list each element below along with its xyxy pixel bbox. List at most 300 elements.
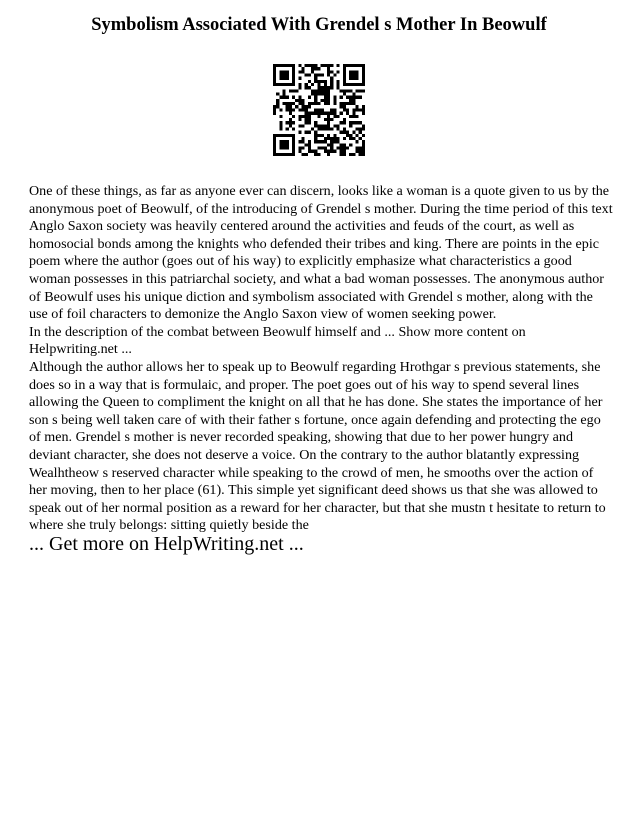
- qr-module: [308, 143, 311, 146]
- qr-module: [324, 127, 327, 130]
- qr-module: [327, 124, 330, 127]
- qr-module: [314, 134, 317, 137]
- qr-module: [317, 115, 320, 118]
- qr-module: [340, 146, 343, 149]
- qr-module: [298, 77, 301, 80]
- qr-code-icon[interactable]: [273, 64, 365, 156]
- qr-module: [314, 108, 317, 111]
- qr-module: [340, 105, 343, 108]
- qr-module: [352, 77, 355, 80]
- qr-module: [286, 105, 289, 108]
- qr-module: [330, 86, 333, 89]
- qr-module: [333, 150, 336, 153]
- qr-module: [317, 140, 320, 143]
- qr-module: [324, 96, 327, 99]
- qr-module: [314, 64, 317, 67]
- qr-module: [349, 134, 352, 137]
- qr-module: [286, 121, 289, 124]
- qr-module: [343, 83, 346, 86]
- qr-module: [289, 102, 292, 105]
- qr-module: [292, 134, 295, 137]
- qr-module: [276, 105, 279, 108]
- qr-module: [314, 131, 317, 134]
- qr-module: [279, 146, 282, 149]
- qr-module: [343, 153, 346, 156]
- qr-module: [279, 124, 282, 127]
- qr-module: [343, 105, 346, 108]
- qr-module: [314, 67, 317, 70]
- qr-module: [324, 124, 327, 127]
- qr-module: [302, 124, 305, 127]
- qr-module: [302, 102, 305, 105]
- qr-module: [273, 80, 276, 83]
- qr-module: [349, 124, 352, 127]
- qr-module: [273, 153, 276, 156]
- qr-module: [343, 150, 346, 153]
- qr-module: [327, 89, 330, 92]
- qr-module: [330, 146, 333, 149]
- qr-module: [283, 70, 286, 73]
- qr-module: [283, 96, 286, 99]
- qr-module: [333, 112, 336, 115]
- qr-module: [286, 127, 289, 130]
- qr-module: [327, 86, 330, 89]
- qr-module: [305, 131, 308, 134]
- qr-module: [324, 150, 327, 153]
- qr-module: [286, 70, 289, 73]
- qr-module: [317, 127, 320, 130]
- qr-module: [362, 150, 365, 153]
- qr-module: [333, 137, 336, 140]
- qr-module: [324, 83, 327, 86]
- qr-module: [286, 153, 289, 156]
- qr-module: [333, 108, 336, 111]
- qr-module: [286, 143, 289, 146]
- qr-module: [330, 127, 333, 130]
- qr-module: [359, 146, 362, 149]
- qr-module: [349, 115, 352, 118]
- qr-module: [283, 140, 286, 143]
- qr-module: [355, 96, 358, 99]
- qr-module: [346, 102, 349, 105]
- qr-module: [286, 77, 289, 80]
- qr-module: [314, 124, 317, 127]
- qr-module: [349, 153, 352, 156]
- qr-module: [298, 102, 301, 105]
- qr-module: [355, 64, 358, 67]
- qr-module: [327, 96, 330, 99]
- qr-module: [352, 64, 355, 67]
- qr-module: [279, 143, 282, 146]
- qr-module: [333, 96, 336, 99]
- qr-module: [308, 96, 311, 99]
- qr-module: [362, 70, 365, 73]
- qr-module: [273, 150, 276, 153]
- qr-module: [330, 118, 333, 121]
- qr-module: [327, 118, 330, 121]
- qr-module: [292, 108, 295, 111]
- qr-module: [336, 83, 339, 86]
- qr-module: [308, 112, 311, 115]
- qr-module: [352, 108, 355, 111]
- qr-module: [327, 112, 330, 115]
- qr-module: [333, 134, 336, 137]
- qr-module: [355, 70, 358, 73]
- qr-module: [327, 134, 330, 137]
- qr-module: [321, 89, 324, 92]
- qr-module: [349, 74, 352, 77]
- qr-module: [355, 134, 358, 137]
- qr-module: [305, 118, 308, 121]
- qr-module: [308, 105, 311, 108]
- qr-module: [289, 118, 292, 121]
- qr-module: [333, 124, 336, 127]
- qr-module: [336, 86, 339, 89]
- qr-module: [298, 70, 301, 73]
- qr-module: [273, 143, 276, 146]
- qr-module: [311, 89, 314, 92]
- qr-module: [311, 112, 314, 115]
- qr-module: [273, 83, 276, 86]
- qr-module: [343, 70, 346, 73]
- qr-module: [336, 127, 339, 130]
- qr-module: [317, 146, 320, 149]
- qr-module: [336, 70, 339, 73]
- qr-module: [292, 143, 295, 146]
- qr-module: [321, 112, 324, 115]
- qr-module: [317, 108, 320, 111]
- qr-module: [359, 64, 362, 67]
- qr-module: [327, 102, 330, 105]
- qr-module: [355, 74, 358, 77]
- qr-module: [352, 93, 355, 96]
- qr-module: [292, 150, 295, 153]
- qr-module: [340, 121, 343, 124]
- qr-module: [349, 121, 352, 124]
- qr-module: [343, 143, 346, 146]
- qr-module: [314, 99, 317, 102]
- qr-module: [314, 89, 317, 92]
- qr-module: [330, 77, 333, 80]
- qr-module: [279, 153, 282, 156]
- qr-module: [333, 115, 336, 118]
- qr-module: [362, 64, 365, 67]
- qr-module: [283, 64, 286, 67]
- qr-module: [355, 77, 358, 80]
- qr-module: [321, 74, 324, 77]
- qr-module: [292, 67, 295, 70]
- qr-module: [336, 64, 339, 67]
- qr-module: [292, 137, 295, 140]
- qr-module: [308, 140, 311, 143]
- qr-module: [292, 102, 295, 105]
- qr-module: [302, 105, 305, 108]
- qr-module: [343, 146, 346, 149]
- qr-module: [343, 93, 346, 96]
- qr-module: [305, 108, 308, 111]
- qr-module: [330, 80, 333, 83]
- qr-module: [330, 137, 333, 140]
- qr-module: [352, 74, 355, 77]
- qr-module: [343, 102, 346, 105]
- qr-module: [355, 89, 358, 92]
- qr-module: [321, 140, 324, 143]
- qr-module: [317, 80, 320, 83]
- qr-module: [324, 102, 327, 105]
- qr-module: [314, 77, 317, 80]
- qr-module: [352, 131, 355, 134]
- qr-module: [279, 96, 282, 99]
- qr-module: [324, 112, 327, 115]
- qr-module: [273, 140, 276, 143]
- qr-module: [314, 80, 317, 83]
- qr-module: [352, 137, 355, 140]
- qr-module: [286, 83, 289, 86]
- qr-module: [343, 127, 346, 130]
- qr-module: [333, 74, 336, 77]
- qr-module: [324, 140, 327, 143]
- qr-module: [359, 131, 362, 134]
- qr-module: [352, 99, 355, 102]
- qr-module: [305, 105, 308, 108]
- qr-module: [276, 83, 279, 86]
- qr-module: [327, 150, 330, 153]
- qr-module: [362, 140, 365, 143]
- qr-module: [349, 89, 352, 92]
- qr-module: [289, 83, 292, 86]
- qr-module: [279, 83, 282, 86]
- qr-module: [330, 83, 333, 86]
- qr-module: [292, 83, 295, 86]
- qr-module: [346, 108, 349, 111]
- qr-module: [308, 121, 311, 124]
- qr-module: [327, 143, 330, 146]
- qr-module: [324, 64, 327, 67]
- qr-module: [359, 83, 362, 86]
- qr-module: [352, 115, 355, 118]
- qr-module: [346, 131, 349, 134]
- qr-module: [362, 80, 365, 83]
- qr-module: [292, 80, 295, 83]
- qr-module: [343, 131, 346, 134]
- qr-module: [286, 96, 289, 99]
- qr-module: [302, 140, 305, 143]
- qr-module: [283, 143, 286, 146]
- qr-module: [352, 102, 355, 105]
- qr-module: [362, 146, 365, 149]
- qr-module: [362, 143, 365, 146]
- qr-module: [359, 137, 362, 140]
- document-body: [29, 183, 614, 535]
- qr-module: [330, 70, 333, 73]
- qr-module: [305, 153, 308, 156]
- qr-module: [298, 83, 301, 86]
- qr-module: [286, 146, 289, 149]
- qr-module: [330, 150, 333, 153]
- qr-module: [311, 127, 314, 130]
- qr-module: [349, 102, 352, 105]
- qr-module: [314, 74, 317, 77]
- qr-module: [298, 140, 301, 143]
- qr-module: [330, 64, 333, 67]
- qr-module: [311, 64, 314, 67]
- qr-module: [273, 105, 276, 108]
- paragraph-intro: One of these things, as far as anyone ever can discern, looks like a woman is a quote given to us by the anonymous poet of Beowulf, of the introducing of Grendel s mother. During the time period of this text Anglo Saxon society was heavily centered around the activities and feuds of the court, as well as homosocial bonds among the knights who defended their tribes and king. There are points in the epic poem where the author (goes out of his way) to explicitly emphasize what characteristics a good woman possesses in this patriarchal society, and what a bad woman possesses. The anonymous author of Beowulf uses his unique diction and symbolism associated with Grendel s mother, along with the use of foil characters to demonize the Anglo Saxon view of women seeking power.: [29, 183, 613, 323]
- qr-module: [321, 124, 324, 127]
- qr-module: [276, 64, 279, 67]
- qr-module: [314, 150, 317, 153]
- qr-module: [283, 83, 286, 86]
- qr-module: [308, 80, 311, 83]
- qr-module: [336, 146, 339, 149]
- qr-module: [273, 137, 276, 140]
- qr-module: [346, 83, 349, 86]
- qr-module: [321, 64, 324, 67]
- qr-module: [311, 93, 314, 96]
- qr-module: [362, 74, 365, 77]
- qr-module: [273, 134, 276, 137]
- qr-module: [340, 153, 343, 156]
- qr-module: [362, 83, 365, 86]
- qr-module: [302, 115, 305, 118]
- qr-module: [352, 83, 355, 86]
- qr-module: [305, 115, 308, 118]
- qr-module: [273, 70, 276, 73]
- qr-module: [346, 112, 349, 115]
- qr-module: [273, 108, 276, 111]
- qr-module: [279, 70, 282, 73]
- qr-module: [349, 143, 352, 146]
- qr-module: [305, 64, 308, 67]
- qr-module: [355, 121, 358, 124]
- qr-module: [298, 131, 301, 134]
- qr-module: [324, 146, 327, 149]
- qr-module: [324, 99, 327, 102]
- qr-module: [346, 96, 349, 99]
- qr-module: [292, 140, 295, 143]
- qr-module: [273, 77, 276, 80]
- qr-module: [321, 86, 324, 89]
- qr-module: [314, 93, 317, 96]
- qr-module: [355, 150, 358, 153]
- qr-module: [349, 70, 352, 73]
- qr-module: [327, 93, 330, 96]
- qr-module: [343, 80, 346, 83]
- qr-module: [362, 112, 365, 115]
- qr-module: [321, 99, 324, 102]
- qr-module: [340, 96, 343, 99]
- qr-module: [349, 64, 352, 67]
- qr-module: [343, 108, 346, 111]
- qr-module: [302, 153, 305, 156]
- qr-module: [336, 124, 339, 127]
- qr-module: [292, 89, 295, 92]
- qr-module: [343, 67, 346, 70]
- qr-module: [298, 118, 301, 121]
- qr-module: [286, 64, 289, 67]
- qr-module: [302, 146, 305, 149]
- qr-module: [330, 112, 333, 115]
- qr-module: [359, 153, 362, 156]
- qr-module: [317, 124, 320, 127]
- qr-module: [340, 112, 343, 115]
- qr-module: [298, 124, 301, 127]
- qr-module: [355, 105, 358, 108]
- qr-module: [359, 127, 362, 130]
- qr-module: [305, 112, 308, 115]
- qr-module: [276, 93, 279, 96]
- qr-module: [279, 74, 282, 77]
- qr-module: [324, 89, 327, 92]
- qr-module: [305, 74, 308, 77]
- qr-module: [292, 96, 295, 99]
- qr-module: [359, 121, 362, 124]
- qr-module: [283, 89, 286, 92]
- qr-module: [283, 102, 286, 105]
- document-title: Symbolism Associated With Grendel s Mother In Beowulf: [91, 15, 547, 35]
- qr-module: [283, 74, 286, 77]
- qr-module: [321, 93, 324, 96]
- qr-module: [276, 99, 279, 102]
- qr-module: [327, 121, 330, 124]
- qr-module: [298, 86, 301, 89]
- qr-module: [343, 137, 346, 140]
- qr-module: [273, 74, 276, 77]
- qr-module: [355, 83, 358, 86]
- qr-module: [289, 64, 292, 67]
- qr-module: [273, 64, 276, 67]
- qr-module: [327, 67, 330, 70]
- qr-module: [336, 140, 339, 143]
- qr-module: [283, 146, 286, 149]
- qr-module: [343, 89, 346, 92]
- qr-module: [324, 137, 327, 140]
- qr-module: [276, 134, 279, 137]
- qr-module: [317, 83, 320, 86]
- qr-module: [317, 102, 320, 105]
- qr-module: [308, 86, 311, 89]
- qr-module: [362, 89, 365, 92]
- qr-module: [276, 102, 279, 105]
- qr-module: [305, 143, 308, 146]
- qr-module: [359, 108, 362, 111]
- qr-module: [362, 67, 365, 70]
- qr-module: [305, 86, 308, 89]
- qr-module: [327, 70, 330, 73]
- qr-module: [279, 64, 282, 67]
- qr-module: [292, 146, 295, 149]
- qr-module: [308, 74, 311, 77]
- qr-module: [327, 153, 330, 156]
- qr-module: [340, 131, 343, 134]
- qr-module: [321, 127, 324, 130]
- qr-module: [314, 102, 317, 105]
- qr-module: [321, 108, 324, 111]
- qr-module: [295, 99, 298, 102]
- qr-module: [327, 127, 330, 130]
- qr-module: [283, 153, 286, 156]
- qr-module: [289, 105, 292, 108]
- qr-module: [302, 67, 305, 70]
- qr-module: [321, 80, 324, 83]
- qr-module: [327, 64, 330, 67]
- qr-module: [349, 77, 352, 80]
- qr-module: [327, 115, 330, 118]
- get-more-link[interactable]: ... Get more on HelpWriting.net ...: [29, 533, 304, 555]
- qr-module: [349, 83, 352, 86]
- qr-module: [289, 112, 292, 115]
- qr-module: [314, 112, 317, 115]
